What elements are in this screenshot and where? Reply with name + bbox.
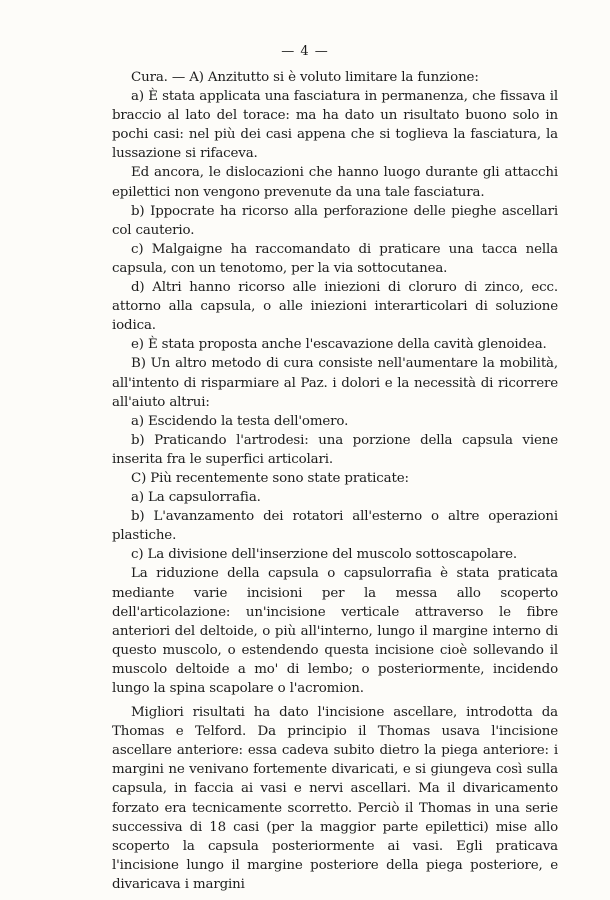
paragraph-b-mobilita: B) Un altro metodo di cura consiste nell'aumentare la mobilità, all'intento di risparmiare al Paz. i dolori e la necessità di ricorrere all'aiuto altrui: [112,356,558,410]
paragraph-cura-intro: Cura. — A) Anzitutto si è voluto limitare la funzione: [131,70,479,85]
paragraph-b-ippocrate: b) Ippocrate ha ricorso alla perforazione delle pieghe ascellari col cauterio. [112,203,558,238]
paragraph-migliori-risultati: Migliori risultati ha dato l'incisione ascellare, introdotta da Thomas e Telford. Da principio il Thomas usava l'incisione ascellare anteriore: essa cadeva subito dietro la piega anteriore: i margini ne venivano fortemente divaricati, e si giungeva così sulla capsula, in faccia ai vasi e nervi ascellari. Ma il divaricamento forzato era tecnicamente scorretto. Perciò il Thomas in una serie successiva di 18 casi (per la maggior parte epilettici) mise allo scoperto la capsula posteriormente ai vasi. Egli praticava l'incisione lungo il margine posteriore della piega posteriore, e divaricava i margini [112,705,558,892]
paragraph-e-escavazione: e) È stata proposta anche l'escavazione della cavità glenoidea. [131,337,547,353]
paragraph-c-divisione: c) La divisione dell'inserzione del muscolo sottoscapolare. [131,547,518,563]
paragraph-c-recenti: C) Più recentemente sono state praticate: [131,470,409,486]
paragraph-riduzione: La riduzione della capsula o capsulorrafia è stata praticata mediante varie incisioni per la messa allo scoperto dell'articolazione: un'incisione verticale attraverso le fibre anteriori del deltoide, o più all'interno, lungo il margine interno di questo muscolo, o estendendo questa incisione cioè sollevando il muscolo deltoide a mo' di lembo; o posteriormente, incidendo lungo la spina scapolare o l'acromion. [112,566,558,696]
paragraph-d-iniezioni: d) Altri hanno ricorso alle iniezioni di cloruro di zinco, ecc. attorno alla capsula, o alle iniezioni interarticolari di soluzione iodica. [112,280,558,334]
paragraph-b-avanzamento: b) L'avanzamento dei rotatori all'esterno o altre operazioni plastiche. [112,509,558,544]
page-number: — 4 — [281,44,329,59]
paragraph-c-malgaigne: c) Malgaigne ha raccomandato di praticare una tacca nella capsula, con un tenotomo, per la via sottocutanea. [112,241,558,276]
paragraph-dislocazioni: Ed ancora, le dislocazioni che hanno luogo durante gli attacchi epilettici non vengono prevenute da una tale fasciatura. [112,165,558,200]
paragraph-a-fasciatura: a) È stata applicata una fasciatura in permanenza, che fissava il braccio al lato del torace: ma ha dato un risultato buono solo in pochi casi: nel più dei casi appena che si toglieva la fasciatura, la lussazione si rifaceva. [112,89,558,162]
paragraph-a-escidendo: a) Escidendo la testa dell'omero. [131,413,349,429]
paragraph-a-capsulorrafia: a) La capsulorrafia. [131,490,261,506]
body-text [112,68,558,894]
paragraph-b-artrodesi: b) Praticando l'artrodesi: una porzione della capsula viene inserita fra le superfici articolari. [112,432,558,467]
